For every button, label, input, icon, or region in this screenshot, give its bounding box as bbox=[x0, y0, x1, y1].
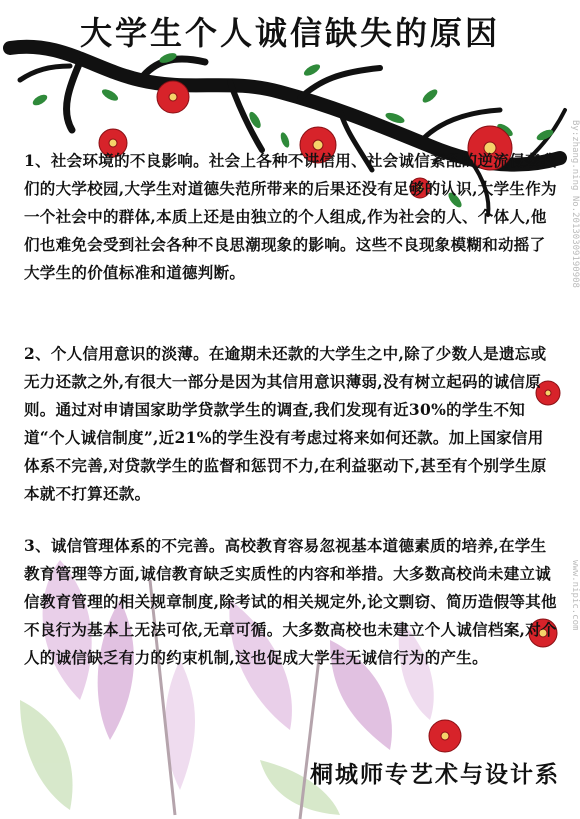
watermark-id: By:zhang.ning No.20130309190908 bbox=[570, 120, 580, 288]
paragraph-1: 1、社会环境的不良影响。社会上各种不讲信用、社会诚信紊乱的逆流侵袭我们的大学校园,大学生对道德失范所带来的后果还没有足够的认识,大学生作为一个社会中的群体,本质上还是由独立的个人组成,作为社会的人、个体人,他们也难免会受到社会各种不良思潮现象的影响。这些不良现象模糊和动摇了大学生的价值标准和道德判断。 bbox=[24, 151, 557, 282]
paragraph-2: 2、个人信用意识的淡薄。在逾期未还款的大学生之中,除了少数人是遗忘或无力还款之外,有很大一部分是因为其信用意识薄弱,没有树立起码的诚信原则。通过对申请国家助学贷款学生的调查,我们发现有近30%的学生不知道“个人诚信制度”,近21%的学生没有考虑过将来如何还款。加上国家信用体系不完善,对贷款学生的监督和惩罚不力,在利益驱动下,甚至有个别学生原本就不打算还款。 bbox=[24, 344, 547, 503]
department-signature: 桐城师专艺术与设计系 bbox=[310, 762, 560, 788]
page-title: 大学生个人诚信缺失的原因 bbox=[79, 14, 500, 52]
watermark-site: www.nipic.com bbox=[570, 560, 580, 631]
paragraph-3: 3、诚信管理体系的不完善。高校教育容易忽视基本道德素质的培养,在学生教育管理等方面,诚信教育缺乏实质性的内容和举措。大多数高校尚未建立诚信教育管理的相关规章制度,除考试的相关规定外,论文剽窃、简历造假等其他不良行为基本上无法可依,无章可循。大多数高校也未建立个人诚信档案,对个人的诚信缺乏有力的约束机制,这也促成大学生无诚信行为的产生。 bbox=[24, 536, 557, 667]
